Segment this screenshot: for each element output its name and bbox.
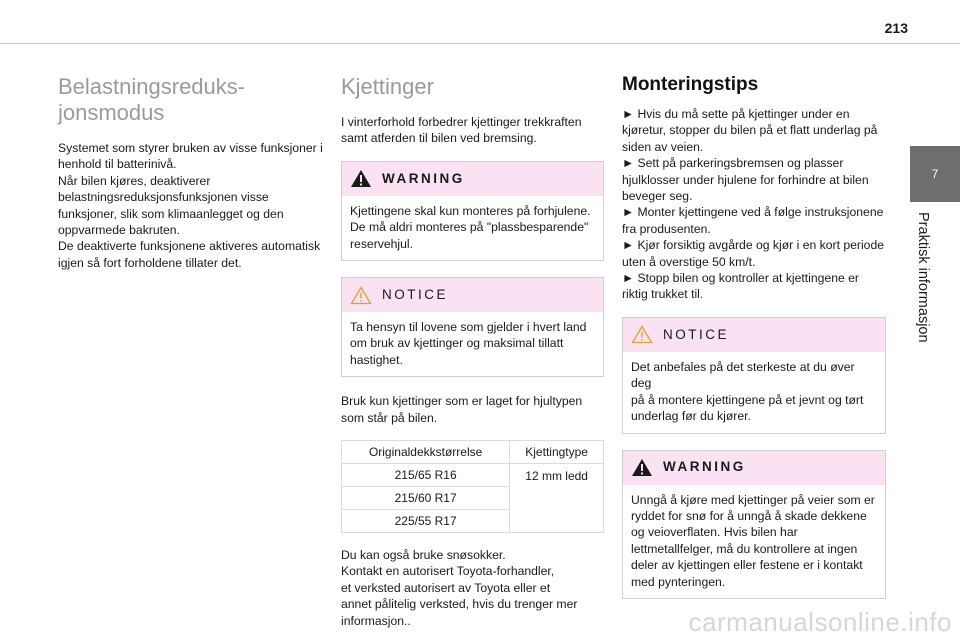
warning-triangle-icon — [631, 458, 653, 477]
warning-triangle-icon — [350, 169, 372, 188]
notice-triangle-icon — [631, 325, 653, 344]
watermark: carmanualsonline.info — [688, 607, 952, 637]
mounting-tips-list: ► Hvis du må sette på kjettinger under en kjøretur, stopper du bilen på et flatt underlag på siden av veien. ► Sett på parkeringsbremsen og plasser hjulklosser under hjulene for forhindre at bilen beveger seg. ► Monter kjettingene ved å følge instruksjonene fra produsenten. ► Kjør forsiktig avgårde og kjør i en kort periode uten å overstige 50 km/t. ► Stopp bilen og kontroller at kjettingene er riktig trukket til. — [622, 107, 885, 302]
load-reduction-title: Belastningsreduks- jonsmodus — [58, 74, 246, 125]
notice-text: Ta hensyn til lovene som gjelder i hvert land om bruk av kjettinger og maksimal tillatt hastighet. — [350, 320, 587, 367]
table-intro: Bruk kun kjettinger som er laget for hjultypen som står på bilen. — [341, 394, 583, 425]
notice-text: Det anbefales på det sterkeste at du øver deg på å montere kjettingene på et jevnt og tørt underlag før du kjører. — [631, 359, 864, 424]
notice-triangle-icon — [350, 286, 372, 305]
chapter-number: 7 — [931, 167, 939, 181]
header-divider — [0, 43, 960, 44]
tire-size-cell: 215/60 R17 — [342, 487, 510, 510]
warning-label: WARNING — [663, 459, 746, 475]
column-load-reduction — [58, 74, 326, 285]
chain-size-table — [341, 440, 604, 533]
mounting-tips-title: Monteringstips — [622, 74, 759, 95]
chains-intro: I vinterforhold forbedrer kjettinger trekkraften samt atferden til bilen ved bremsing. — [341, 115, 582, 146]
header-tire-size: Originaldekkstørrelse — [342, 441, 510, 464]
chains-outro: Du kan også bruke snøsokker. Kontakt en autorisert Toyota-forhandler, et verksted autorisert av Toyota eller et annet pålitelig verksted, hvis du trenger mer informasjon.. — [341, 548, 578, 628]
table-header-row — [342, 441, 604, 464]
tire-size-cell: 215/65 R16 — [342, 464, 510, 487]
load-reduction-text: Systemet som styrer bruken av visse funksjoner i henhold til batterinivå. Når bilen kjøres, deaktiverer belastningsreduksjonsfunksjonen visse funksjoner, slik som klimaanlegget og den oppvarmede bakruten. De deaktiverte funksjonene aktiveres automatisk igjen så fort forholdene tillater det. — [58, 141, 323, 270]
chapter-tab[interactable] — [910, 146, 960, 202]
tips-warning-box — [622, 450, 886, 599]
chain-type-cell: 12 mm ledd — [510, 464, 604, 533]
chains-warning-box — [341, 161, 604, 261]
chains-title: Kjettinger — [341, 74, 434, 99]
warning-header — [342, 162, 603, 196]
notice-label: NOTICE — [663, 326, 730, 342]
tire-size-cell: 225/55 R17 — [342, 510, 510, 533]
column-mounting-tips — [622, 74, 886, 615]
warning-text: Unngå å kjøre med kjettinger på veier som er ryddet for snø for å unngå å skade dekkene og veioverflaten. Hvis bilen har lettmetallfelger, må du kontrollere at ingen deler av kjettingen eller festene er i kontakt med pynteringen. — [631, 492, 875, 589]
column-chains — [341, 74, 604, 643]
warning-text: Kjettingene skal kun monteres på forhjulene. De må aldri monteres på "plassbesparende" reservehjul. — [350, 203, 591, 251]
warning-label: WARNING — [382, 170, 465, 186]
warning-header — [623, 451, 885, 485]
table-row — [342, 464, 604, 487]
notice-header — [623, 318, 885, 352]
chapter-title: Praktisk informasjon — [915, 212, 931, 343]
chains-notice-box — [341, 277, 604, 377]
header-chain-type: Kjettingtype — [510, 441, 604, 464]
notice-header — [342, 278, 603, 312]
notice-label: NOTICE — [382, 286, 449, 302]
tips-notice-box — [622, 317, 886, 434]
page-number: 213 — [884, 20, 908, 36]
